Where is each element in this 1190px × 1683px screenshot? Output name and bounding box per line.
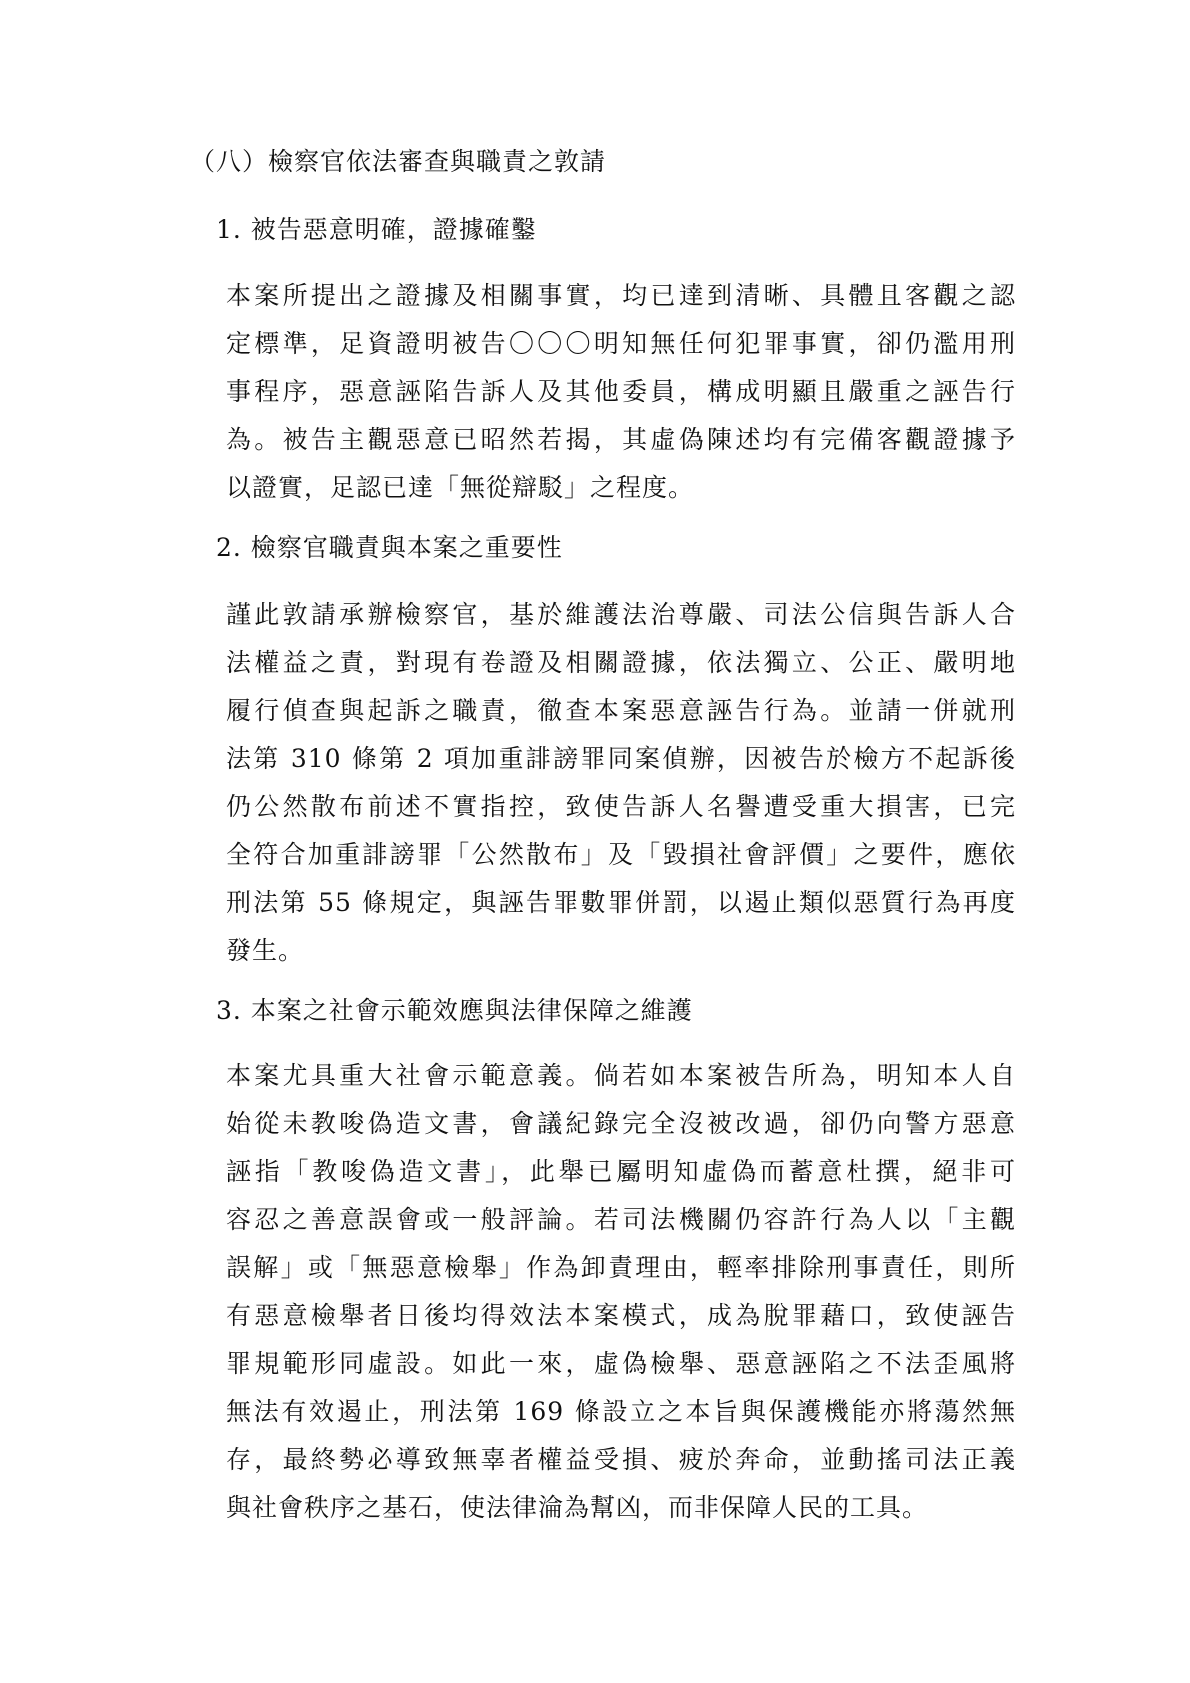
paragraph-line: 存，最終勢必導致無辜者權益受損、疲於奔命，並動搖司法正義 (226, 1445, 1016, 1474)
section-heading: （八）檢察官依法審查與職責之敦請 (190, 147, 607, 176)
paragraph-line: 誣指「教唆偽造文書」，此舉已屬明知虛偽而蓄意杜撰，絕非可 (226, 1157, 1016, 1186)
paragraph-line: 刑法第 55 條規定，與誣告罪數罪併罰，以遏止類似惡質行為再度 (226, 888, 1016, 917)
paragraph-line: 全符合加重誹謗罪「公然散布」及「毀損社會評價」之要件，應依 (226, 840, 1016, 869)
paragraph-line: 發生。 (226, 936, 305, 965)
item-2-heading: 2. 檢察官職責與本案之重要性 (216, 533, 563, 562)
item-1-heading: 1. 被告惡意明確，證據確鑿 (216, 215, 537, 244)
paragraph-line: 定標準，足資證明被告〇〇〇明知無任何犯罪事實，卻仍濫用刑 (226, 329, 1016, 358)
item-2-paragraph (226, 591, 1016, 975)
paragraph-line: 容忍之善意誤會或一般評論。若司法機關仍容許行為人以「主觀 (226, 1205, 1016, 1234)
paragraph-line: 履行偵查與起訴之職責，徹查本案惡意誣告行為。並請一併就刑 (226, 696, 1016, 725)
paragraph-line: 誤解」或「無惡意檢舉」作為卸責理由，輕率排除刑事責任，則所 (226, 1253, 1016, 1282)
paragraph-line: 罪規範形同虛設。如此一來，虛偽檢舉、惡意誣陷之不法歪風將 (226, 1349, 1016, 1378)
paragraph-line: 事程序，惡意誣陷告訴人及其他委員，構成明顯且嚴重之誣告行 (226, 377, 1016, 406)
paragraph-line: 與社會秩序之基石，使法律淪為幫凶，而非保障人民的工具。 (226, 1493, 929, 1522)
paragraph-line: 為。被告主觀惡意已昭然若揭，其虛偽陳述均有完備客觀證據予 (226, 425, 1016, 454)
paragraph-line: 無法有效遏止，刑法第 169 條設立之本旨與保護機能亦將蕩然無 (226, 1397, 1016, 1426)
paragraph-line: 法第 310 條第 2 項加重誹謗罪同案偵辦，因被告於檢方不起訴後 (226, 744, 1016, 773)
paragraph-line: 法權益之責，對現有卷證及相關證據，依法獨立、公正、嚴明地 (226, 648, 1016, 677)
item-3-heading: 3. 本案之社會示範效應與法律保障之維護 (216, 996, 693, 1025)
paragraph-line: 本案尤具重大社會示範意義。倘若如本案被告所為，明知本人自 (226, 1061, 1016, 1090)
paragraph-line: 仍公然散布前述不實指控，致使告訴人名譽遭受重大損害，已完 (226, 792, 1016, 821)
paragraph-line: 本案所提出之證據及相關事實，均已達到清晰、具體且客觀之認 (226, 281, 1016, 310)
paragraph-line: 以證實，足認已達「無從辯駁」之程度。 (226, 473, 695, 502)
item-3-paragraph (226, 1052, 1016, 1532)
paragraph-line: 謹此敦請承辦檢察官，基於維護法治尊嚴、司法公信與告訴人合 (226, 600, 1016, 629)
paragraph-line: 有惡意檢舉者日後均得效法本案模式，成為脫罪藉口，致使誣告 (226, 1301, 1016, 1330)
paragraph-line: 始從未教唆偽造文書，會議紀錄完全沒被改過，卻仍向警方惡意 (226, 1109, 1016, 1138)
item-1-paragraph (226, 272, 1016, 512)
